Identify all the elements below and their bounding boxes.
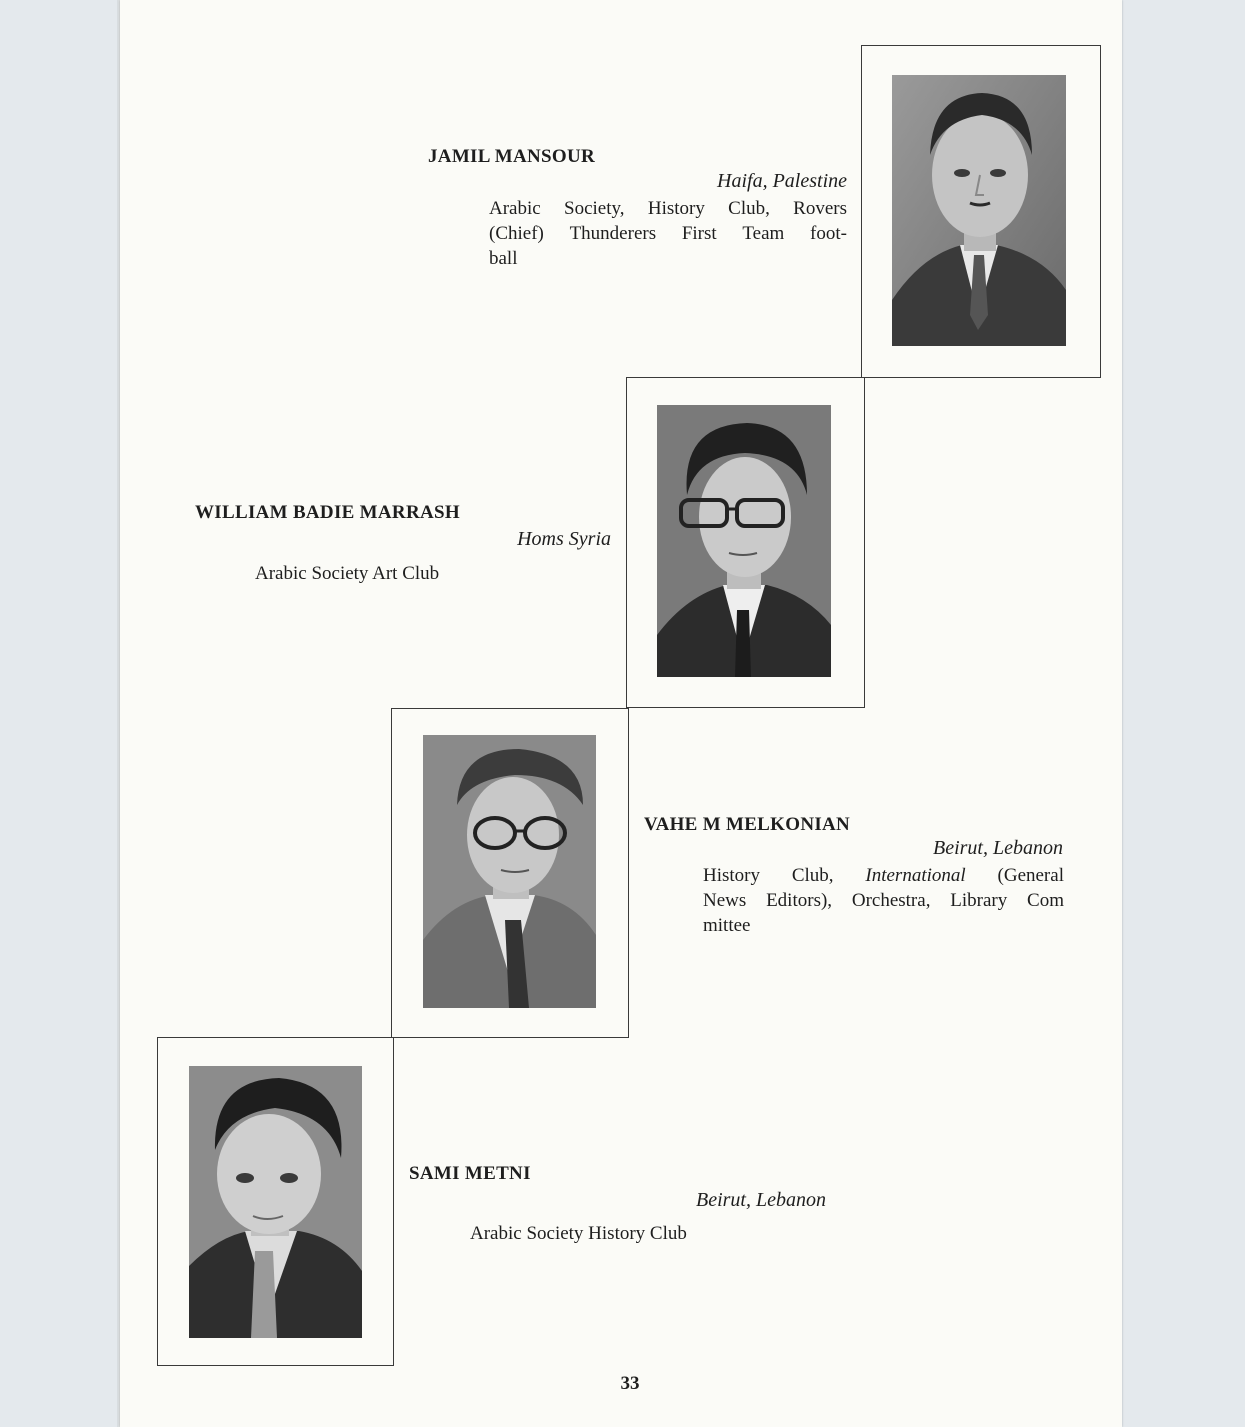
portrait-image-3 (423, 735, 596, 1008)
activities-line (703, 863, 1064, 888)
activities-line (703, 888, 1064, 913)
student-hometown-3: Beirut, Lebanon (933, 837, 1063, 859)
portrait-image-4 (189, 1066, 362, 1338)
activities-line: mittee (703, 915, 751, 936)
portrait-image-2 (657, 405, 831, 677)
activities-line (489, 221, 847, 246)
portrait-image-1 (892, 75, 1066, 346)
student-activities-2 (255, 561, 515, 586)
activities-text: Arabic Society, History Club, Rovers (489, 198, 847, 219)
student-name-2: WILLIAM BADIE MARRASH (195, 502, 460, 523)
page-number: 33 (620, 1373, 640, 1394)
student-name-1: JAMIL MANSOUR (428, 146, 595, 167)
student-name-3: VAHE M MELKONIAN (644, 814, 851, 835)
activities-line (489, 196, 847, 221)
activities-line: ball (489, 248, 518, 269)
student-activities-3 (703, 863, 1064, 938)
portrait-photo-1 (892, 75, 1066, 346)
activities-text: News Editors), Orchestra, Library Com (703, 890, 1064, 911)
student-hometown-1: Haifa, Palestine (717, 170, 847, 192)
portrait-photo-2 (657, 405, 831, 677)
student-activities-1 (489, 196, 847, 271)
activities-text: (Chief) Thunderers First Team foot- (489, 223, 847, 244)
portrait-photo-4 (189, 1066, 362, 1338)
student-activities-4 (470, 1221, 770, 1246)
student-hometown-4: Beirut, Lebanon (696, 1189, 826, 1211)
italic-publication-name: International (865, 865, 966, 886)
student-hometown-2: Homs Syria (517, 528, 611, 550)
activities-line: Arabic Society History Club (470, 1223, 687, 1244)
activities-text: History Club, International (General (703, 865, 1064, 886)
portrait-photo-3 (423, 735, 596, 1008)
student-name-4: SAMI METNI (409, 1163, 531, 1184)
activities-line: Arabic Society Art Club (255, 563, 440, 584)
